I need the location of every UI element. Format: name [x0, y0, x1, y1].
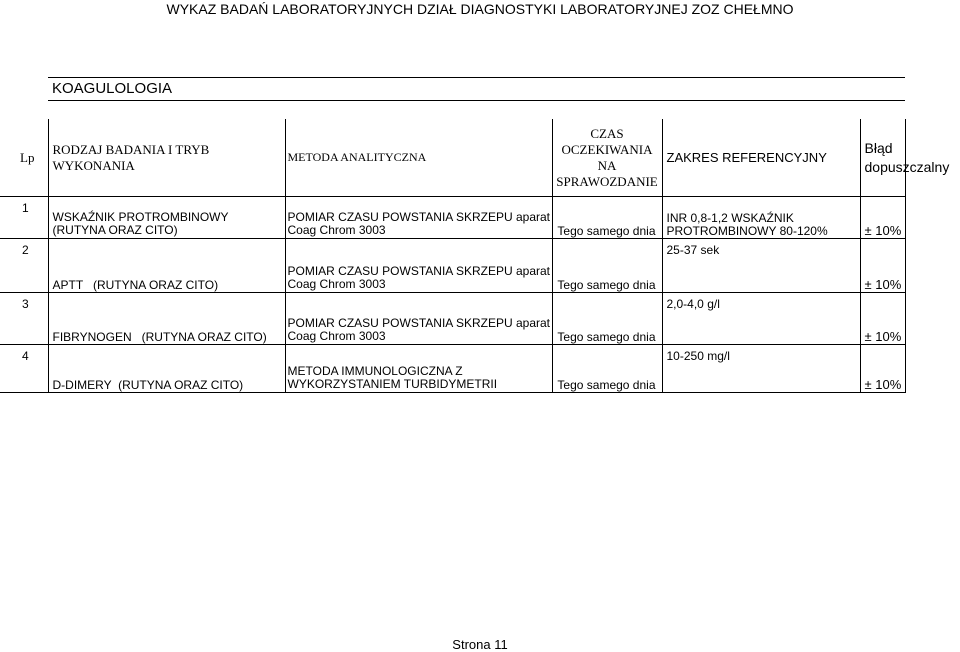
row-lp: 4	[0, 345, 48, 393]
header-reference-range: ZAKRES REFERENCYJNY	[662, 119, 860, 197]
test-name: D-DIMERY (RUTYNA ORAZ CITO)	[48, 345, 285, 393]
test-method: POMIAR CZASU POWSTANIA SKRZEPU aparat Coag Chrom 3003	[285, 293, 552, 345]
reference-range: 10-250 mg/l	[662, 345, 860, 393]
wait-time: Tego samego dnia	[552, 239, 662, 293]
test-method: METODA IMMUNOLOGICZNA Z WYKORZYSTANIEM TURBIDYMETRII	[285, 345, 552, 393]
test-name: WSKAŹNIK PROTROMBINOWY (RUTYNA ORAZ CITO)	[48, 197, 285, 239]
row-lp: 1	[0, 197, 48, 239]
section-title: KOAGULOLOGIA	[52, 80, 173, 97]
lab-tests-table	[0, 119, 950, 393]
wait-time: Tego samego dnia	[552, 197, 662, 239]
header-allowed-error: Błąd dopuszczalny	[860, 119, 905, 197]
row-lp: 2	[0, 239, 48, 293]
header-lp: Lp	[0, 119, 48, 197]
test-method: POMIAR CZASU POWSTANIA SKRZEPU aparat Coag Chrom 3003	[285, 239, 552, 293]
table-row	[0, 197, 905, 239]
test-name: FIBRYNOGEN (RUTYNA ORAZ CITO)	[48, 293, 285, 345]
test-method: POMIAR CZASU POWSTANIA SKRZEPU aparat Coag Chrom 3003	[285, 197, 552, 239]
document-title: WYKAZ BADAŃ LABORATORYJNYCH DZIAŁ DIAGNOSTYKI LABORATORYJNEJ ZOZ CHEŁMNO	[166, 1, 794, 17]
reference-range: 2,0-4,0 g/l	[662, 293, 860, 345]
allowed-error: ± 10%	[860, 197, 905, 239]
table-header-row	[0, 119, 905, 197]
allowed-error: ± 10%	[860, 293, 905, 345]
allowed-error: ± 10%	[860, 239, 905, 293]
wait-time: Tego samego dnia	[552, 345, 662, 393]
row-lp: 3	[0, 293, 48, 345]
section-bar	[48, 77, 905, 101]
header-wait-time: CZAS OCZEKIWANIA NA SPRAWOZDANIE	[552, 119, 662, 197]
reference-range: INR 0,8-1,2 WSKAŹNIK PROTROMBINOWY 80-120%	[662, 197, 860, 239]
header-test-name: RODZAJ BADANIA I TRYB WYKONANIA	[48, 119, 285, 197]
wait-time: Tego samego dnia	[552, 293, 662, 345]
allowed-error: ± 10%	[860, 345, 905, 393]
reference-range: 25-37 sek	[662, 239, 860, 293]
table-row	[0, 345, 905, 393]
page-number: Strona 11	[452, 637, 508, 652]
table-row	[0, 239, 905, 293]
header-method: METODA ANALITYCZNA	[285, 119, 552, 197]
table-row	[0, 293, 905, 345]
test-name: APTT (RUTYNA ORAZ CITO)	[48, 239, 285, 293]
